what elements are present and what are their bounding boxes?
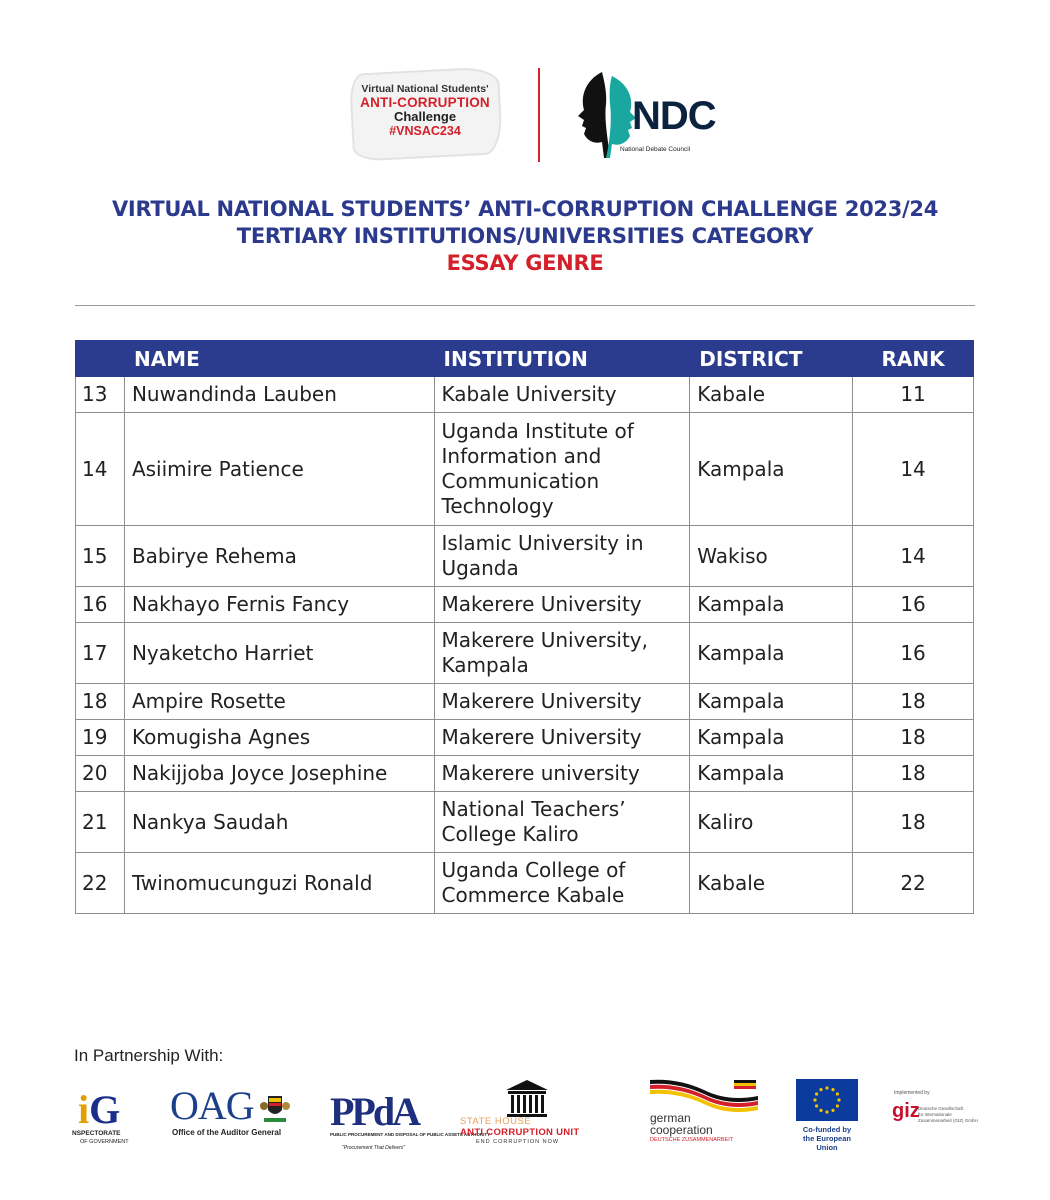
table-row	[76, 377, 974, 413]
column-header-rank: RANK	[853, 341, 974, 377]
oag-letters: OAG	[170, 1083, 254, 1128]
cell-number: 14	[76, 413, 125, 526]
cell-district: Kampala	[690, 684, 853, 720]
cell-name: Komugisha Agnes	[124, 720, 434, 756]
oag-name: Office of the Auditor General	[172, 1128, 282, 1137]
cell-number: 20	[76, 756, 125, 792]
eu-caption	[792, 1125, 862, 1152]
table-row	[76, 720, 974, 756]
german-cooperation-line-1: german	[650, 1111, 691, 1125]
german-cooperation-line-2: cooperation	[650, 1123, 713, 1137]
header-logos	[0, 60, 1050, 170]
eu-line-2: the European Union	[803, 1134, 851, 1152]
giz-sub-2: für Internationale	[918, 1112, 952, 1117]
cell-rank: 14	[853, 413, 974, 526]
uganda-coat-of-arms-icon	[260, 1090, 290, 1124]
logo-divider	[538, 68, 540, 162]
flag-ribbon-icon	[648, 1076, 760, 1116]
cell-name: Nuwandinda Lauben	[124, 377, 434, 413]
cell-number: 16	[76, 587, 125, 623]
building-columns-icon	[504, 1078, 550, 1118]
vnsac-line-1: Virtual National Students'	[361, 83, 489, 95]
cell-name: Nankya Saudah	[124, 792, 434, 853]
cell-name: Nakijjoba Joyce Josephine	[124, 756, 434, 792]
cell-institution: Makerere university	[434, 756, 690, 792]
column-header-number	[76, 341, 125, 377]
cell-rank: 18	[853, 684, 974, 720]
german-cooperation-line-3: DEUTSCHE ZUSAMMENARBEIT	[650, 1137, 734, 1143]
cell-institution: Makerere University	[434, 684, 690, 720]
eu-flag-stars-icon	[796, 1079, 858, 1121]
shacu-line-2: ANTI CORRUPTION UNIT	[460, 1127, 580, 1138]
cell-institution: Kabale University	[434, 377, 690, 413]
cell-district: Kampala	[690, 756, 853, 792]
vnsac-logo-text	[345, 82, 505, 138]
cell-institution: Islamic University in Uganda	[434, 526, 690, 587]
cell-number: 19	[76, 720, 125, 756]
column-header-district: DISTRICT	[690, 341, 853, 377]
cell-name: Twinomucunguzi Ronald	[124, 853, 434, 914]
cell-district: Kampala	[690, 587, 853, 623]
eu-line-1: Co-funded by	[802, 1125, 852, 1134]
cell-institution: Makerere University, Kampala	[434, 623, 690, 684]
giz-letters: giz	[892, 1100, 920, 1122]
column-header-name: NAME	[124, 341, 434, 377]
cell-name: Nakhayo Fernis Fancy	[124, 587, 434, 623]
table-row	[76, 684, 974, 720]
cell-rank: 14	[853, 526, 974, 587]
cell-number: 17	[76, 623, 125, 684]
cell-rank: 18	[853, 756, 974, 792]
cell-rank: 18	[853, 720, 974, 756]
vnsac-logo	[345, 66, 505, 162]
ppda-letters: PPdA	[330, 1089, 418, 1134]
cell-number: 21	[76, 792, 125, 853]
ig-logo	[72, 1086, 128, 1150]
cell-district: Kabale	[690, 377, 853, 413]
table-row	[76, 587, 974, 623]
cell-name: Nyaketcho Harriet	[124, 623, 434, 684]
ppda-logo	[330, 1088, 491, 1154]
giz-full-name	[918, 1106, 978, 1124]
title-line-1: VIRTUAL NATIONAL STUDENTS’ ANTI-CORRUPTION CHALLENGE 2023/24	[111, 197, 939, 221]
table-row	[76, 853, 974, 914]
cell-rank: 16	[853, 623, 974, 684]
vnsac-line-3: Challenge	[393, 109, 457, 124]
oag-logo	[168, 1083, 298, 1146]
cell-name: Ampire Rosette	[124, 684, 434, 720]
giz-sub-3: Zusammenarbeit (GIZ) GmbH	[918, 1118, 978, 1123]
eu-logo	[796, 1079, 860, 1152]
cell-number: 18	[76, 684, 125, 720]
partners-label: In Partnership With:	[74, 1046, 224, 1065]
ig-line-2: OF GOVERNMENT	[80, 1139, 129, 1145]
cell-institution: Makerere University	[434, 587, 690, 623]
giz-sub-1: Deutsche Gesellschaft	[918, 1106, 964, 1111]
cell-institution: Uganda Institute of Information and Communication Technology	[434, 413, 690, 526]
cell-district: Kaliro	[690, 792, 853, 853]
cell-district: Kabale	[690, 853, 853, 914]
table-row	[76, 526, 974, 587]
ig-line-1: NSPECTORATE	[72, 1130, 121, 1137]
shacu-line-3: END CORRUPTION NOW	[476, 1139, 560, 1145]
ndc-acronym: NDC	[632, 94, 716, 138]
cell-district: Wakiso	[690, 526, 853, 587]
ndc-logo	[572, 70, 716, 162]
cell-district: Kampala	[690, 720, 853, 756]
cell-district: Kampala	[690, 413, 853, 526]
cell-rank: 16	[853, 587, 974, 623]
vnsac-line-2: ANTI-CORRUPTION	[360, 95, 490, 110]
cell-name: Asiimire Patience	[124, 413, 434, 526]
results-table	[75, 340, 974, 914]
ig-letter-i: i	[78, 1087, 90, 1132]
shacu-line-1: STATE HOUSE	[460, 1116, 532, 1127]
cell-number: 22	[76, 853, 125, 914]
cell-name: Babirye Rehema	[124, 526, 434, 587]
table-row	[76, 413, 974, 526]
state-house-acu-logo	[456, 1078, 596, 1150]
giz-implemented-by: Implemented by	[894, 1090, 930, 1096]
vnsac-line-4: #VNSAC234	[389, 124, 461, 138]
table-header-row	[76, 341, 974, 377]
german-cooperation-logo	[646, 1076, 762, 1150]
column-header-institution: INSTITUTION	[434, 341, 690, 377]
cell-institution: Uganda College of Commerce Kabale	[434, 853, 690, 914]
table-row	[76, 756, 974, 792]
ndc-full-name: National Debate Council	[620, 146, 691, 153]
ppda-tagline: "Procurement That Delivers"	[342, 1145, 406, 1151]
title-divider	[75, 305, 975, 306]
table-row	[76, 623, 974, 684]
ppda-name: PUBLIC PROCUREMENT AND DISPOSAL OF PUBLIC ASSETS AUTHORITY	[330, 1132, 491, 1137]
ig-letters	[78, 1086, 120, 1133]
page-titles	[0, 196, 1050, 277]
cell-number: 13	[76, 377, 125, 413]
title-genre: ESSAY GENRE	[446, 251, 604, 275]
cell-institution: National Teachers’ College Kaliro	[434, 792, 690, 853]
giz-logo	[892, 1090, 976, 1136]
table-row	[76, 792, 974, 853]
ig-letter-g: G	[89, 1087, 121, 1132]
title-line-2: TERTIARY INSTITUTIONS/UNIVERSITIES CATEGORY	[236, 224, 814, 248]
cell-institution: Makerere University	[434, 720, 690, 756]
cell-number: 15	[76, 526, 125, 587]
cell-district: Kampala	[690, 623, 853, 684]
cell-rank: 18	[853, 792, 974, 853]
cell-rank: 22	[853, 853, 974, 914]
cell-rank: 11	[853, 377, 974, 413]
